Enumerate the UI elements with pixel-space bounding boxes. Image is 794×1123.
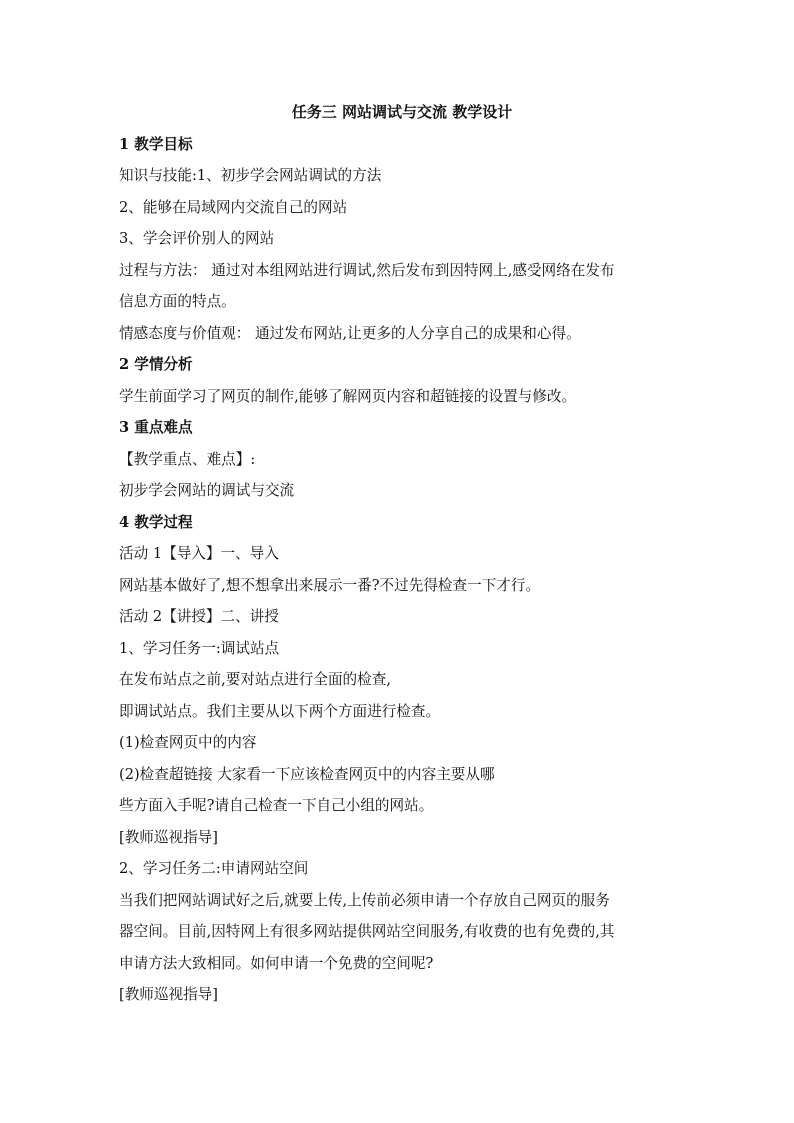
document-lines	[119, 129, 679, 1011]
paragraph-line: 些方面入手呢?请自己检查一下自己小组的网站。	[119, 797, 434, 814]
paragraph-line: [教师巡视指导]	[119, 986, 218, 1003]
paragraph-line: (1)检查网页中的内容	[119, 734, 257, 751]
paragraph-line: 申请方法大致相同。如何申请一个免费的空间呢?	[119, 954, 434, 972]
paragraph-line: 信息方面的特点。	[119, 293, 236, 310]
paragraph-line: 网站基本做好了,想不想拿出来展示一番?不过先得检查一下才行。	[119, 576, 541, 594]
paragraph-line: 【教学重点、难点】:	[119, 450, 256, 468]
paragraph-line: 学生前面学习了网页的制作,能够了解网页内容和超链接的设置与修改。	[119, 387, 577, 405]
section-heading: 1 教学目标	[119, 135, 193, 153]
paragraph-line: 初步学会网站的调试与交流	[119, 482, 295, 499]
paragraph-line: 2、能够在局域网内交流自己的网站	[119, 198, 348, 216]
paragraph-line: 3、学会评价别人的网站	[119, 230, 275, 247]
paragraph-line: 过程与方法： 通过对本组网站进行调试,然后发布到因特网上,感受网络在发布	[119, 261, 615, 279]
section-heading: 3 重点难点	[119, 419, 193, 436]
paragraph-line: 当我们把网站调试好之后,就要上传,上传前必须申请一个存放自己网页的服务	[119, 891, 610, 909]
paragraph-line: 活动 1【导入】一、导入	[119, 545, 279, 562]
section-heading: 2 学情分析	[119, 356, 193, 373]
section-heading: 4 教学过程	[119, 513, 193, 531]
document-title: 任务三 网站调试与交流 教学设计	[291, 103, 513, 121]
paragraph-line: 2、学习任务二:申请网站空间	[119, 860, 309, 877]
paragraph-line: [教师巡视指导]	[119, 828, 218, 846]
paragraph-line: 情感态度与价值观： 通过发布网站,让更多的人分享自己的成果和心得。	[119, 324, 581, 342]
paragraph-line: 器空间。目前,因特网上有很多网站提供网站空间服务,有收费的也有免费的,其	[119, 923, 615, 940]
document-body	[119, 97, 679, 1011]
paragraph-line: 知识与技能:1、初步学会网站调试的方法	[119, 167, 382, 184]
paragraph-line: 1、学习任务一:调试站点	[119, 639, 280, 657]
paragraph-line: 在发布站点之前,要对站点进行全面的检查,	[119, 671, 391, 688]
paragraph-line: (2)检查超链接 大家看一下应该检查网页中的内容主要从哪	[119, 765, 495, 783]
paragraph-line: 活动 2【讲授】二、讲授	[119, 608, 279, 625]
paragraph-line: 即调试站点。我们主要从以下两个方面进行检查。	[119, 702, 441, 720]
